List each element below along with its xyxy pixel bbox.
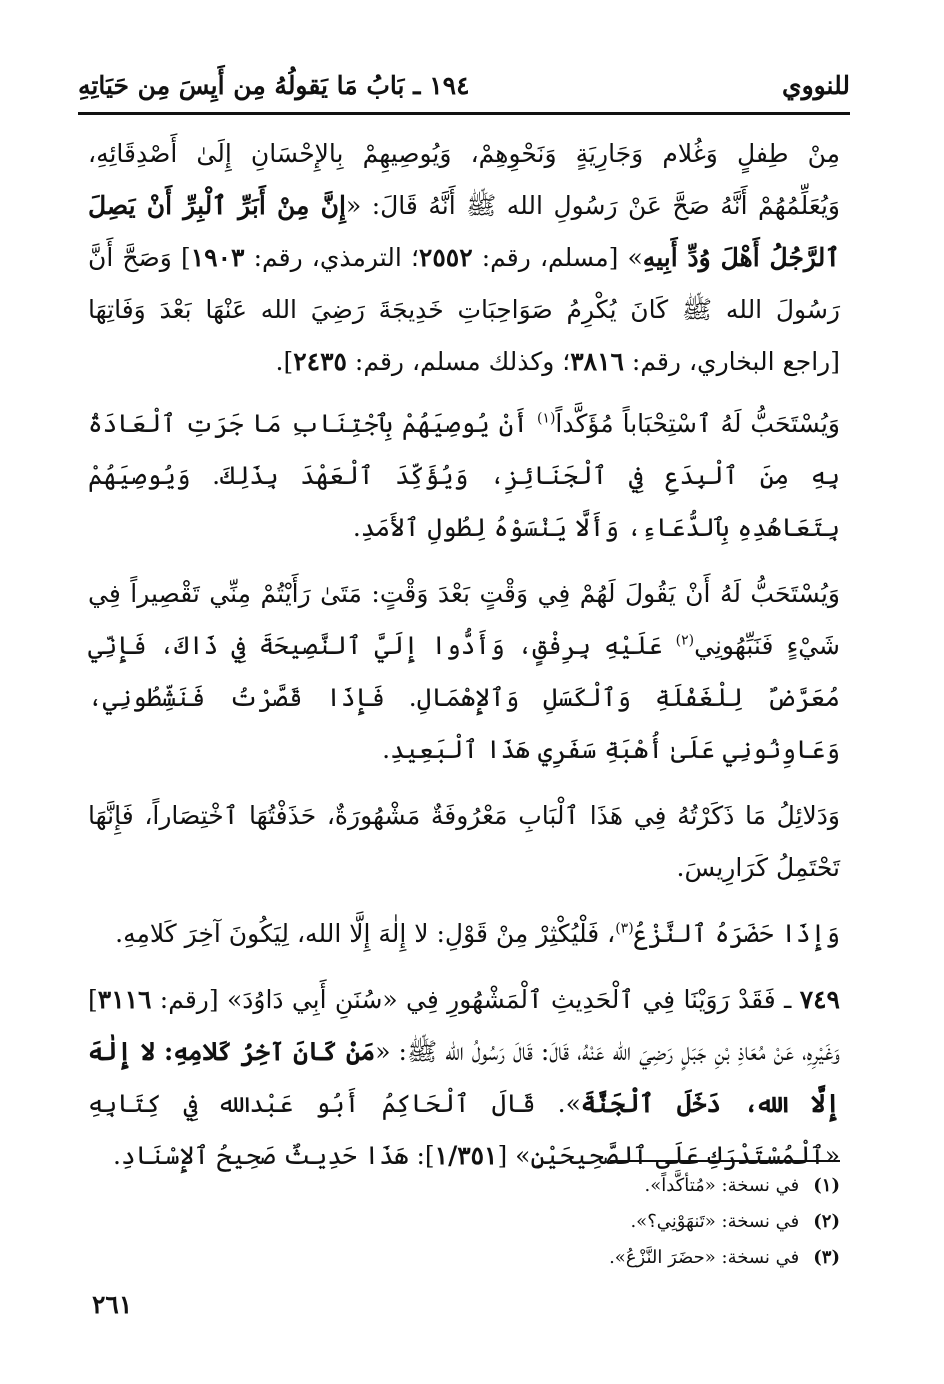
reference-number: ١٩٠٣ [190,243,245,272]
header-rule [78,112,850,115]
hadith-quote: مَنْ كَانَ آخِرُ كَلامِهِ: لا إِلٰهَ إِلَّا الله، دَخَلَ ٱلْجَنَّةَ [88,1037,840,1118]
text-run: ]: هَذَا حَدِيثٌ صَحِيحُ ٱلإِسْنَادِ. [113,1141,435,1170]
main-text [88,128,840,1196]
reference-number: ١/٣٥١ [434,1141,498,1170]
paragraph-4: وَدَلائِلُ مَا ذَكَرْتُهُ فِي هَذَا ٱلْبَابِ مَعْرُوفَةٌ مَشْهُورَةٌ، حَذَفْتُهَا ٱخْتِصَاراً، فَإِنَّهَا تَحْتَمِلُ كَرَارِيسَ. [88,801,840,882]
text-run: ». قَالَ ٱلْحَاكِمُ أَبُو عَبْدالله فِي كِتَابِهِ «ٱلْمُسْتَدْرَكِ عَلَى ٱلصَّحِيحَيْنِ» [ [88,1089,840,1170]
reference-number: ٢٥٥٢ [418,243,473,272]
text-run: وَيُسْتَحَبُّ لَهُ ٱسْتِحْبَاباً مُؤَكَّداً [555,409,840,438]
text-run: ؛ الترمذي، رقم: [244,243,419,272]
footnote-ref: (٣) [615,920,634,937]
reference-number: ٢٤٣٥ [293,347,347,376]
footnote-text: في نسخة: «تَنهَوْنِي؟». [630,1211,800,1232]
footnote-text: في نسخة: «حضَرَ النَّزْعُ». [609,1247,800,1268]
text-run: أَنْ يُوصِيَهُمْ بِٱجْتِنَابِ مَا جَرَتِ ٱلْعَادَةُ بِهِ مِنَ ٱلْبِدَعِ فِي ٱلْجَنَائِزِ، وَيُؤَكِّدَ ٱلْعَهْدَ بِذَلِكَ. وَيُوصِيَهُمْ بِتَعَاهُدِهِ بِٱلدُّعَاءِ، وَأَلَّا يَنْسَوْهُ لِطُولِ ٱلأَمَدِ. [88,409,840,542]
hadith-quote: إِنَّ مِنْ أَبَرِّ ٱلْبِرِّ أَنْ يَصِلَ ٱلرَّجُلُ أَهْلَ وُدِّ أَبِيهِ [88,191,840,272]
author-title: للنووي [782,70,850,100]
text-run: ] وَغَيْرِهِ، عَنْ مُعَاذِ بْنِ جَبَلٍ رَضِيَ الله عَنْهُ، قَالَ: قَالَ رَسُولُ الله ﷺ: « [88,985,840,1066]
page-number: ٢٦١ [92,1290,133,1319]
text-run: ـ فَقَدْ رَوَيْنَا فِي ٱلْحَدِيثِ ٱلْمَشْهُورِ فِي «سُنَنِ أَبِي دَاوُدَ» [رقم: [151,985,800,1014]
text-run: مِنْ طِفلٍ وَغُلام وَجَارِيَةٍ وَنَحْوِهِمْ، وَيُوصِيهِمْ بِالإِحْسَانِ إِلَىٰ أَصْدِقَائِهِ، وَيُعَلِّمُهُمْ أَنَّهُ صَحَّ عَنْ رَسُولِ الله ﷺ أَنَّهُ قَالَ: « [88,139,840,220]
footnote-1 [480,1168,840,1204]
paragraph-5 [88,908,840,960]
paragraph-6 [88,974,840,1182]
footnote-rule [610,1160,840,1162]
footnote-number: (٢) [813,1211,840,1232]
footnote-ref: (٢) [675,632,695,649]
footnote-text: في نسخة: «مُتأكَّداً». [644,1175,800,1196]
text-run: وَإِذَا حَضَرَهُ ٱلنَّزْعُ [633,919,840,948]
footnote-2 [480,1204,840,1240]
hadith-number: ٧٤٩ [799,985,840,1014]
text-run: ؛ وكذلك مسلم، رقم: [346,347,571,376]
text-run: عَلَيْهِ بِرِفْقٍ، وَأَدُّوا إِلَيَّ ٱلنَّصِيحَةَ فِي ذَاكَ، فَإِنِّي مُعَرَّضٌ لِلْغَفْلَةِ وَٱلْكَسَلِ وَٱلإِهْمَالِ. فَإِذَا قَصَّرْتُ فَنَشِّطُونِي، وَعَاوِنُونِي عَلَىٰ أُهْبَةِ سَفَرِي هَذَا ٱلْبَعِيدِ. [88,631,840,764]
text-run: ، فَلْيُكْثِرْ مِنْ قَوْلِ: لا إِلٰهَ إِلَّا الله، لِيَكُونَ آخِرَ كَلامِهِ. [115,919,616,948]
paragraph-2 [88,398,840,554]
text-run: وَيُسْتَحَبُّ لَهُ أَنْ يَقُولَ لَهُمْ فِي وَقْتٍ بَعْدَ وَقْتٍ: مَتَىٰ رَأَيْتُمْ مِنِّي تَقْصِيراً فِي شَيْءٍ فَنَبِّهُونِي [88,579,840,660]
paragraph-1 [88,128,840,388]
text-run: » [مسلم، رقم: [472,243,643,272]
footnote-3 [480,1240,840,1276]
footnote-number: (١) [813,1175,840,1196]
footnote-number: (٣) [813,1247,840,1268]
footnotes [480,1168,840,1276]
paragraph-3 [88,568,840,776]
reference-number: ٣١١٦ [97,985,152,1014]
footnote-ref: (١) [536,410,556,427]
chapter-title: ١٩٤ ـ بَابُ مَا يَقولُهُ مِن أَيِسَ مِن حَيَاتِهِ [78,70,470,100]
text-run: ]. [275,347,294,376]
reference-number: ٣٨١٦ [570,347,624,376]
running-head [78,60,850,110]
text-run: ] وَصَحَّ أَنَّ رَسُولَ الله ﷺ كَانَ يُكْرِمُ صَوَاحِبَاتِ خَدِيجَةَ رَضِيَ الله عَنْهَا بَعْدَ وَفَاتِهَا [راجع البخاري، رقم: [88,243,840,376]
